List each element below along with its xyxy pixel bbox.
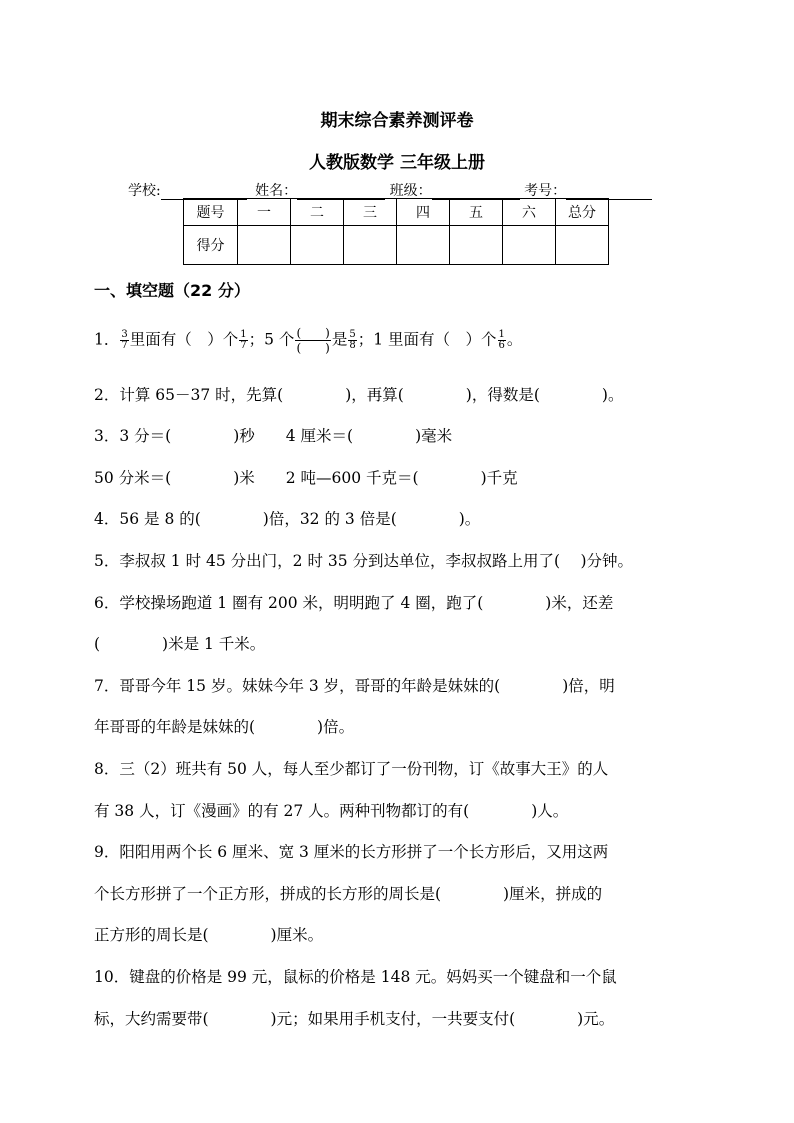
question-8-cont: 有 38 人，订《漫画》的有 27 人。两种刊物都订的有( )人。 (94, 802, 569, 820)
q1-text: 1． (94, 330, 120, 349)
exam-subtitle: 人教版数学 三年级上册 (309, 153, 485, 173)
fraction: $\frac{1}{6}$ (498, 329, 505, 351)
score-cell[interactable] (556, 226, 609, 265)
question-6: 6．学校操场跑道 1 圈有 200 米，明明跑了 4 圈，跑了( )米，还差 (94, 594, 614, 612)
question-4: 4．56 是 8 的( )倍，32 的 3 倍是( )。 (94, 510, 481, 528)
q1-text: 。 (506, 330, 523, 349)
question-3: 3．3 分＝( )秒 4 厘米＝( )毫米 (94, 427, 453, 445)
table-cell: 一 (238, 199, 291, 226)
question-3-cont: 50 分米＝( )米 2 吨—600 千克＝( )千克 (94, 469, 518, 487)
score-cell[interactable] (344, 226, 397, 265)
table-cell: 总分 (556, 199, 609, 226)
table-cell: 题号 (184, 199, 238, 226)
section-title: 一、填空题（22 分） (94, 281, 250, 300)
table-cell: 三 (344, 199, 397, 226)
student-info-row (128, 180, 668, 200)
score-cell[interactable] (503, 226, 556, 265)
table-cell: 二 (291, 199, 344, 226)
table-cell: 五 (450, 199, 503, 226)
fraction-blank[interactable]: $\frac{( )}{( )}$ (296, 326, 330, 355)
score-cell[interactable] (291, 226, 344, 265)
question-10-cont: 标，大约需要带( )元；如果用手机支付，一共要支付( )元。 (94, 1010, 615, 1028)
question-8: 8．三（2）班共有 50 人，每人至少都订了一份刊物，订《故事大王》的人 (94, 760, 609, 778)
score-cell[interactable] (450, 226, 503, 265)
school-label: 学校: (128, 183, 161, 199)
q1-text: ；5 个 (248, 330, 295, 349)
score-table-score-row (184, 226, 609, 265)
q1-text: ；1 里面有（ ）个 (357, 330, 497, 349)
question-7: 7．哥哥今年 15 岁。妹妹今年 3 岁，哥哥的年龄是妹妹的( )倍，明 (94, 677, 615, 695)
question-6-cont: ( )米是 1 千米。 (94, 635, 266, 653)
question-9-cont: 个长方形拼了一个正方形，拼成的长方形的周长是( )厘米，拼成的 (94, 885, 603, 903)
q1-text: 里面有（ ）个 (129, 330, 239, 349)
table-cell: 六 (503, 199, 556, 226)
fraction: $\frac{3}{7}$ (121, 329, 128, 351)
question-2: 2．计算 65－37 时，先算( )，再算( )，得数是( )。 (94, 386, 624, 404)
name-label: 姓名： (255, 183, 298, 199)
table-cell: 四 (397, 199, 450, 226)
class-label: 班级： (389, 183, 432, 199)
score-cell[interactable] (397, 226, 450, 265)
question-9: 9．阳阳用两个长 6 厘米、宽 3 厘米的长方形拼了一个长方形后，又用这两 (94, 843, 609, 861)
score-table (183, 198, 609, 265)
fraction: $\frac{5}{8}$ (349, 329, 356, 351)
fraction: $\frac{1}{7}$ (240, 329, 247, 351)
exam-no-label: 考号： (524, 183, 567, 199)
q1-text: 是 (331, 330, 348, 349)
question-5: 5．李叔叔 1 时 45 分出门，2 时 35 分到达单位，李叔叔路上用了( )分钟。 (94, 552, 634, 570)
question-7-cont: 年哥哥的年龄是妹妹的( )倍。 (94, 718, 355, 736)
score-cell[interactable] (238, 226, 291, 265)
question-9-cont: 正方形的周长是( )厘米。 (94, 926, 324, 944)
question-1 (94, 326, 522, 355)
question-10: 10．键盘的价格是 99 元，鼠标的价格是 148 元。妈妈买一个键盘和一个鼠 (94, 968, 617, 986)
score-table-header-row (184, 199, 609, 226)
exam-title: 期末综合素养测评卷 (320, 111, 474, 131)
table-cell: 得分 (184, 226, 238, 265)
